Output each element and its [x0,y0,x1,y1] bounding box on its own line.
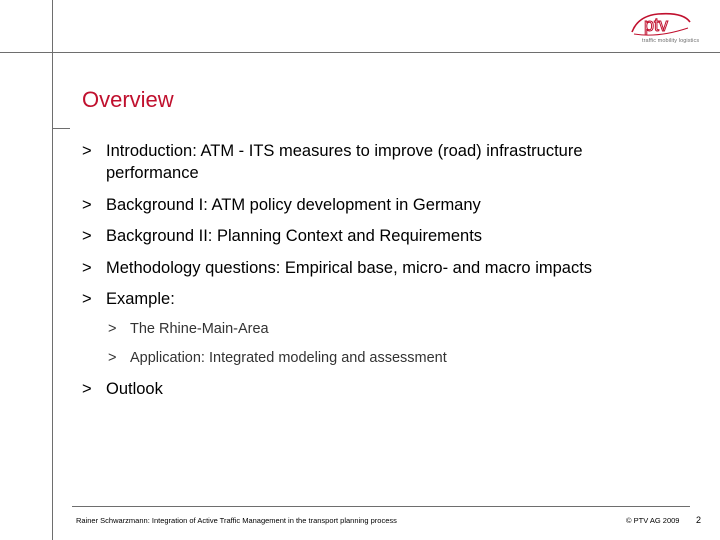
bullet-text: Outlook [106,380,163,398]
page-number: 2 [696,515,702,525]
bullet-chevron: > [82,142,92,160]
footer-author-title: Rainer Schwarzmann: Integration of Active Traffic Management in the transport planning process [76,516,397,525]
logo-tagline: traffic mobility logistics [642,38,700,44]
bullet-text: Methodology questions: Empirical base, micro- and macro impacts [106,259,593,277]
logo-wordmark: ptv [644,15,669,35]
bullet-text: Introduction: ATM - ITS measures to improve (road) infrastructure [106,142,583,160]
sub-bullet-text: The Rhine-Main-Area [130,321,269,337]
bullet-text: Background II: Planning Context and Requirements [106,227,483,245]
title-divider [52,128,70,129]
footer-copyright: © PTV AG 2009 [626,516,680,525]
bullet-text: Example: [106,290,175,308]
bullet-chevron: > [82,380,92,398]
sub-bullet-chevron: > [108,350,117,366]
bullet-chevron: > [82,227,92,245]
bullet-chevron: > [82,290,92,308]
ptv-logo-mark [628,10,708,40]
bullet-chevron: > [82,196,92,214]
bullet-text: Background I: ATM policy development in Germany [106,196,481,214]
page-title: Overview [82,87,174,112]
frame-vertical-line [52,0,53,540]
sub-bullet-chevron: > [108,321,117,337]
bullet-text-continued: performance [106,164,199,182]
frame-horizontal-line [0,52,720,53]
footer-divider [72,506,690,507]
bullet-chevron: > [82,259,92,277]
ptv-logo [628,10,708,48]
sub-bullet-text: Application: Integrated modeling and assessment [130,350,447,366]
